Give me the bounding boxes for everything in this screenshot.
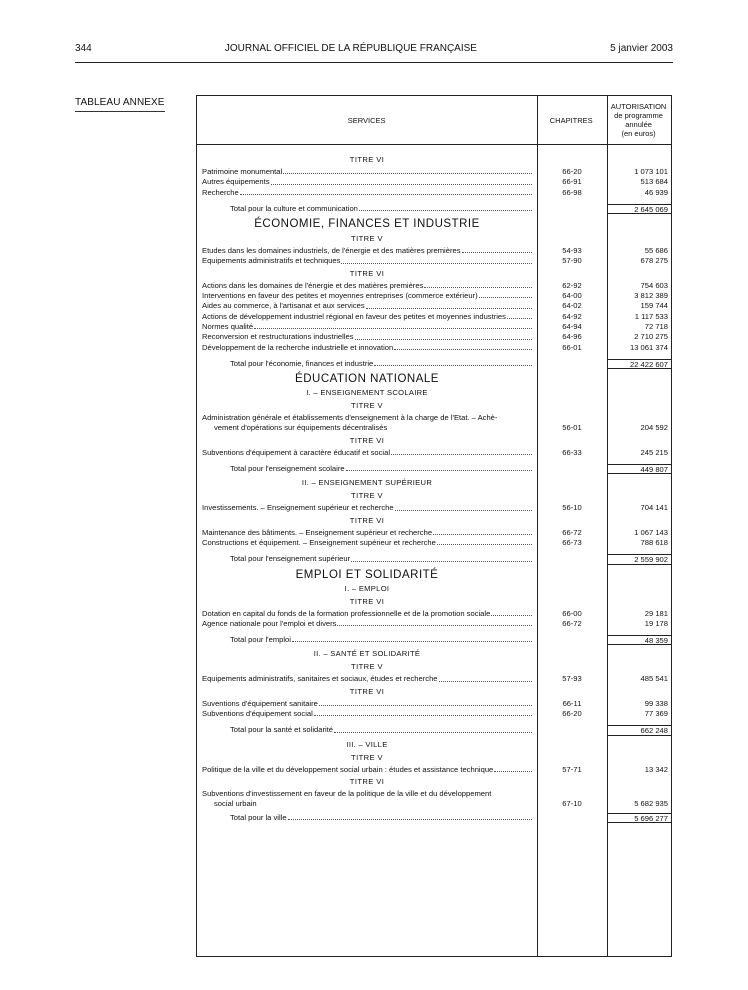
page-number: 344 xyxy=(75,42,92,54)
table-row: Actions de développement industriel régional en faveur des petites et moyennes industries 64-92 1 117 533 xyxy=(202,311,668,321)
table-row: Aides au commerce, à l'artisanat et aux services 64-02 159 744 xyxy=(202,301,668,311)
table-row: Agence nationale pour l'emploi et divers 66-72 19 178 xyxy=(202,618,668,628)
table-row: Suventions d'équipement sanitaire 66-11 99 338 xyxy=(202,698,668,708)
titre-heading: TITRE VI xyxy=(349,155,385,164)
table-row: Subventions d'équipement à caractère éducatif et social 66-33 245 215 xyxy=(202,447,668,457)
autorisation-line-2: de programme xyxy=(614,111,663,120)
titre-heading: TITRE V xyxy=(351,491,383,501)
table-row: Normes qualité 64-94 72 718 xyxy=(202,321,668,331)
subsection-title: II. – ENSEIGNEMENT SUPÉRIEUR xyxy=(301,478,433,488)
total-row: Total pour l'enseignement scolaire 449 807 xyxy=(197,464,671,474)
subsection-title: I. – EMPLOI xyxy=(344,583,390,593)
table-row: Développement de la recherche industrielle et innovation 66-01 13 061 374 xyxy=(202,342,668,352)
table-row: Constructions et équipement. – Enseignement supérieur et recherche 66-73 788 618 xyxy=(202,537,668,547)
autorisation-line-3: annulée xyxy=(625,120,652,129)
table-row: Reconversion et restructurations industrielles 64-96 2 710 275 xyxy=(202,332,668,342)
table-row: Equipements administratifs, sanitaires et sociaux, études et recherche 57-93 485 541 xyxy=(202,674,668,684)
total-row: Total pour l'enseignement supérieur 2 559 902 xyxy=(197,554,671,564)
titre-heading: TITRE VI xyxy=(349,515,385,525)
titre-heading: TITRE VI xyxy=(349,268,385,278)
titre-heading: TITRE V xyxy=(351,401,383,411)
section-title: EMPLOI ET SOLIDARITÉ xyxy=(295,568,439,581)
table-row: Patrimoine monumental 66-20 1 073 101 xyxy=(202,167,668,176)
table-row: Etudes dans les domaines industriels, de l'énergie et des matières premières 54-93 55 686 xyxy=(202,246,668,256)
col-services-header: SERVICES xyxy=(347,115,386,125)
total-row: Total pour la santé et solidarité 662 248 xyxy=(197,725,671,735)
total-row: Total pour l'emploi 48 359 xyxy=(197,635,671,645)
table-row: Dotation en capital du fonds de la formation professionnelle et de la promotion sociale 66-00 29 181 xyxy=(202,608,668,618)
titre-heading: TITRE V xyxy=(351,752,383,762)
table-header xyxy=(197,96,671,145)
annex-label: TABLEAU ANNEXE xyxy=(75,97,165,108)
section-title: ÉCONOMIE, FINANCES ET INDUSTRIE xyxy=(254,218,480,231)
titre-heading: TITRE VI xyxy=(349,776,385,786)
col-chapitres-header: CHAPITRES xyxy=(549,115,593,125)
table-row: Equipements administratifs et techniques 57-90 678 275 xyxy=(202,256,668,266)
total-row: Total pour l'économie, finances et industrie 22 422 607 xyxy=(197,359,671,369)
section-title: ÉDUCATION NATIONALE xyxy=(295,373,439,386)
table-row: Actions dans les domaines de l'énergie et des matières premières 62-92 754 603 xyxy=(202,280,668,290)
titre-heading: TITRE VI xyxy=(349,686,385,696)
table-row: Interventions en faveur des petites et moyennes entreprises (commerce extérieur) 64-00 3 812 389 xyxy=(202,291,668,301)
table-row: Maintenance des bâtiments. – Enseignement supérieur et recherche 66-72 1 067 143 xyxy=(202,527,668,537)
table-row: Investissements. – Enseignement supérieur et recherche 56-10 704 141 xyxy=(202,503,668,513)
table-row: Politique de la ville et du développement social urbain : études et assistance technique 57-71 13 342 xyxy=(202,764,668,774)
table-row: Subventions d'investissement en faveur de la politique de la ville et du développement social urbain 67-10 5 682 935 xyxy=(202,788,668,809)
table-row: Recherche 66-98 46 939 xyxy=(202,187,668,197)
subsection-title: I. – ENSEIGNEMENT SCOLAIRE xyxy=(306,388,428,398)
subsection-title: II. – SANTÉ ET SOLIDARITÉ xyxy=(313,649,421,659)
annex-table xyxy=(196,95,672,957)
table-body xyxy=(197,145,671,823)
journal-title: JOURNAL OFFICIEL DE LA RÉPUBLIQUE FRANÇAISE xyxy=(224,42,477,54)
titre-heading: TITRE VI xyxy=(349,596,385,606)
titre-heading: TITRE VI xyxy=(349,435,385,445)
total-row: Total pour la ville 5 696 277 xyxy=(197,813,671,823)
header-rule xyxy=(75,62,673,63)
titre-heading: TITRE V xyxy=(351,234,383,244)
subsection-title: III. – VILLE xyxy=(346,739,388,749)
table-row: Administration générale et établissements d'enseignement à la charge de l'Etat. – Achè- vement d'opérations sur équipements décentralisés 56-01 204 592 xyxy=(202,413,668,433)
titre-heading: TITRE V xyxy=(351,662,383,672)
issue-date: 5 janvier 2003 xyxy=(610,42,673,54)
autorisation-line-4: (en euros) xyxy=(621,129,656,138)
table-row: Autres équipements 66-91 513 684 xyxy=(202,177,668,187)
page-header xyxy=(75,41,673,55)
table-row: Subventions d'équipement social 66-20 77 369 xyxy=(202,709,668,719)
col-autorisation-header xyxy=(606,96,671,144)
autorisation-line-1: AUTORISATION xyxy=(610,102,667,111)
total-row: Total pour la culture et communication 2 645 069 xyxy=(197,204,671,214)
